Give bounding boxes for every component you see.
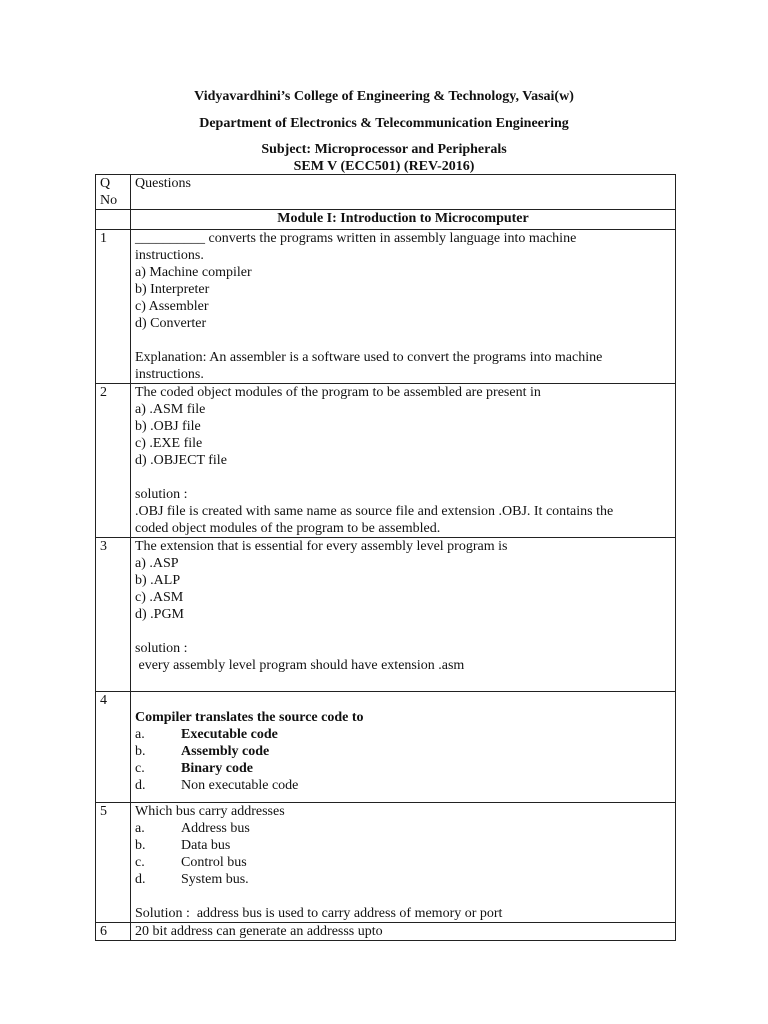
option-key: d. bbox=[135, 872, 146, 887]
option-key: b. bbox=[135, 838, 146, 853]
college-title: Vidyavardhini’s College of Engineering & Technology, Vasai(w) bbox=[194, 89, 574, 104]
option-text: Assembly code bbox=[181, 744, 270, 759]
option-text: Executable code bbox=[181, 727, 278, 742]
solution-line: every assembly level program should have extension .asm bbox=[135, 658, 465, 673]
option-line bbox=[135, 777, 671, 794]
table-row bbox=[96, 692, 676, 803]
module-title: Module I: Introduction to Microcomputer bbox=[131, 210, 676, 230]
option-key: c. bbox=[135, 855, 145, 870]
option-text: Control bus bbox=[181, 855, 247, 870]
department-title: Department of Electronics & Telecommunication Engineering bbox=[199, 116, 569, 131]
module-row bbox=[96, 210, 676, 230]
question-line: __________ converts the programs written in assembly language into machine bbox=[135, 231, 577, 246]
option-line: c) .ASM bbox=[135, 590, 184, 605]
option-key: b. bbox=[135, 744, 146, 759]
option-key: d. bbox=[135, 778, 146, 793]
option-line: c) .EXE file bbox=[135, 436, 203, 451]
option-text: System bus. bbox=[181, 872, 249, 887]
option-line: d) .OBJECT file bbox=[135, 453, 227, 468]
question-line: instructions. bbox=[135, 248, 204, 263]
explanation-line: instructions. bbox=[135, 367, 204, 382]
q-no-header: Q No bbox=[96, 175, 131, 210]
question-line: Which bus carry addresses bbox=[135, 804, 285, 819]
option-line bbox=[135, 743, 671, 760]
table-row bbox=[96, 538, 676, 692]
solution-line: coded object modules of the program to be assembled. bbox=[135, 521, 441, 536]
question-line: 20 bit address can generate an addresss upto bbox=[135, 924, 383, 939]
table-row bbox=[96, 803, 676, 923]
question-number: 1 bbox=[96, 230, 131, 384]
option-line: d) Converter bbox=[135, 316, 207, 331]
option-text: Address bus bbox=[181, 821, 250, 836]
question-number: 6 bbox=[96, 923, 131, 941]
question-line: The extension that is essential for every assembly level program is bbox=[135, 539, 508, 554]
table-row bbox=[96, 923, 676, 941]
option-line: a) .ASP bbox=[135, 556, 179, 571]
option-key: a. bbox=[135, 821, 145, 836]
question-cell bbox=[131, 384, 676, 538]
explanation-line: Explanation: An assembler is a software used to convert the programs into machine bbox=[135, 350, 603, 365]
option-line bbox=[135, 837, 671, 854]
solution-line: .OBJ file is created with same name as source file and extension .OBJ. It contains the bbox=[135, 504, 614, 519]
option-key: a. bbox=[135, 727, 145, 742]
option-line bbox=[135, 871, 671, 888]
question-cell bbox=[131, 692, 676, 803]
questions-header: Questions bbox=[131, 175, 676, 210]
option-text: Data bus bbox=[181, 838, 231, 853]
option-line: a) .ASM file bbox=[135, 402, 206, 417]
option-line: d) .PGM bbox=[135, 607, 185, 622]
option-line bbox=[135, 854, 671, 871]
question-number: 3 bbox=[96, 538, 131, 692]
option-text: Non executable code bbox=[181, 778, 299, 793]
option-line bbox=[135, 726, 671, 743]
option-line: b) Interpreter bbox=[135, 282, 210, 297]
option-line: b) .ALP bbox=[135, 573, 181, 588]
table-row bbox=[96, 230, 676, 384]
question-cell bbox=[131, 230, 676, 384]
option-line: b) .OBJ file bbox=[135, 419, 201, 434]
question-line: The coded object modules of the program to be assembled are present in bbox=[135, 385, 541, 400]
question-cell bbox=[131, 538, 676, 692]
question-line: Compiler translates the source code to bbox=[135, 710, 364, 725]
table-row bbox=[96, 384, 676, 538]
option-text: Binary code bbox=[181, 761, 253, 776]
option-key: c. bbox=[135, 761, 145, 776]
option-line: a) Machine compiler bbox=[135, 265, 252, 280]
table-header-row bbox=[96, 175, 676, 210]
questions-table bbox=[95, 174, 676, 941]
semester-title: SEM V (ECC501) (REV-2016) bbox=[293, 159, 475, 174]
subject-title: Subject: Microprocessor and Peripherals bbox=[261, 142, 507, 157]
question-cell bbox=[131, 923, 676, 941]
question-number: 2 bbox=[96, 384, 131, 538]
solution-line: Solution : address bus is used to carry address of memory or port bbox=[135, 906, 503, 921]
solution-label: solution : bbox=[135, 487, 188, 502]
option-line bbox=[135, 760, 671, 777]
solution-label: solution : bbox=[135, 641, 188, 656]
option-line: c) Assembler bbox=[135, 299, 209, 314]
question-number: 4 bbox=[96, 692, 131, 803]
question-number: 5 bbox=[96, 803, 131, 923]
question-cell bbox=[131, 803, 676, 923]
option-line bbox=[135, 820, 671, 837]
